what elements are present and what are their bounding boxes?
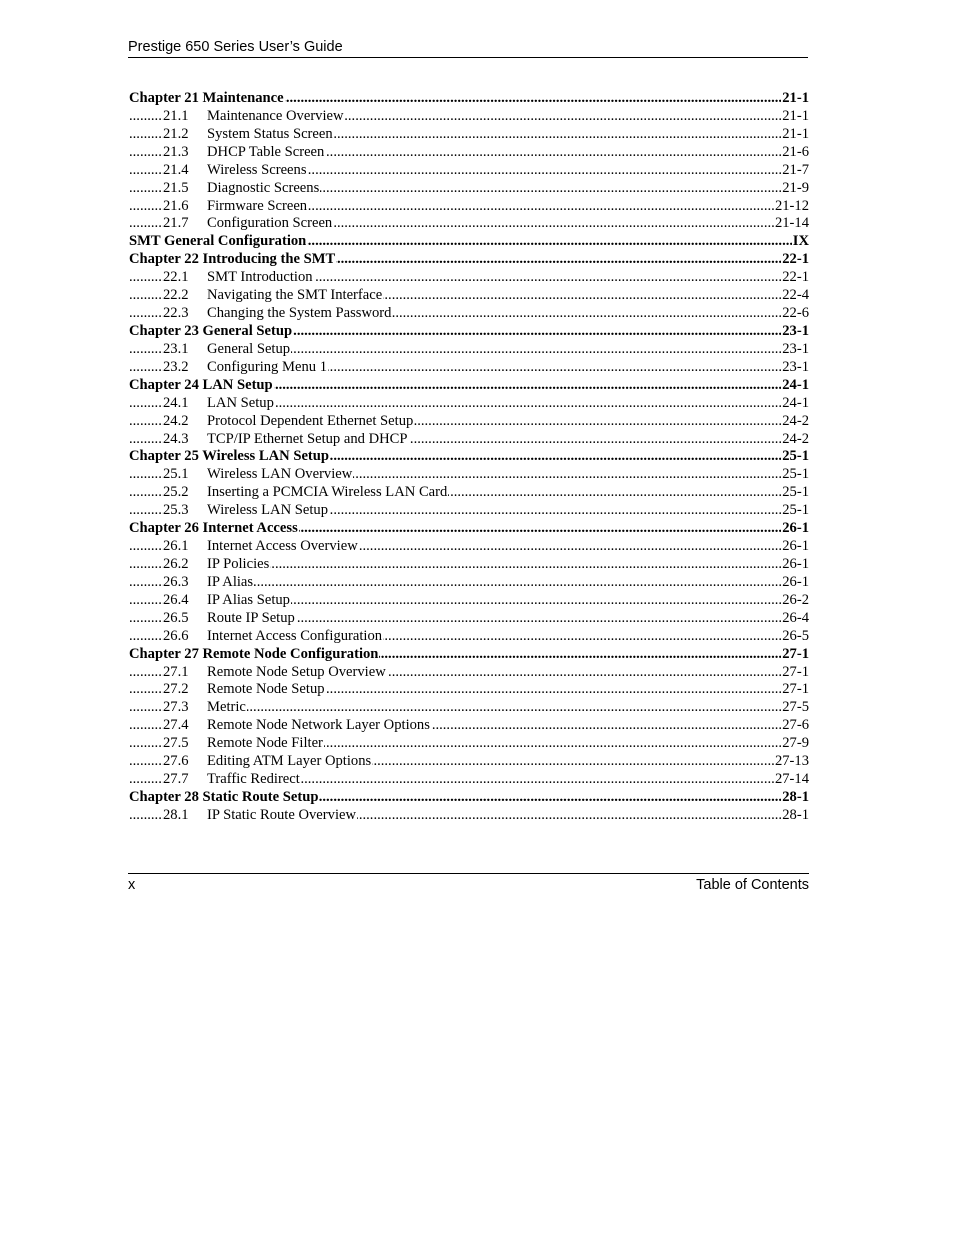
toc-page-number: 26-4 <box>782 609 809 626</box>
toc-entry-text <box>163 431 409 449</box>
toc-entry-title: IP Policies <box>207 555 270 572</box>
toc-entry-text <box>163 305 392 323</box>
toc-section-number: 27.4 <box>163 717 189 734</box>
toc-entry-text <box>163 681 326 699</box>
toc-section-entry[interactable] <box>129 431 809 449</box>
toc-entry-title: Chapter 24 LAN Setup <box>129 376 273 393</box>
toc-page-number: 24-2 <box>782 430 809 447</box>
toc-entry-text <box>129 377 274 395</box>
toc-page-number: 23-1 <box>782 358 809 375</box>
toc-section-number: 21.2 <box>163 125 189 142</box>
toc-entry-title: Chapter 21 Maintenance <box>129 90 284 106</box>
toc-section-entry[interactable] <box>129 341 809 359</box>
toc-page-number: 25-1 <box>782 484 809 501</box>
toc-section-entry[interactable] <box>129 287 809 305</box>
toc-entry-title: Changing the System Password <box>207 305 392 322</box>
toc-section-number: 21.3 <box>163 143 189 160</box>
toc-page-number: 26-5 <box>782 627 809 644</box>
toc-entry-text <box>163 735 324 753</box>
toc-page-number: 27-13 <box>774 753 809 770</box>
toc-chapter-entry[interactable] <box>129 520 809 538</box>
toc-entry-text <box>163 162 308 180</box>
toc-entry-text <box>129 520 299 538</box>
toc-page-number: 25-1 <box>782 502 809 519</box>
toc-page-number: 27-1 <box>782 645 809 662</box>
toc-page-number: 21-7 <box>782 161 809 178</box>
toc-entry-title: Metric <box>207 699 246 716</box>
toc-page-number: 26-1 <box>782 538 809 555</box>
toc-entry-text <box>163 341 291 359</box>
toc-section-number: 22.3 <box>163 305 189 322</box>
toc-section-entry[interactable] <box>129 502 809 520</box>
toc-page-number: 21-6 <box>782 143 809 160</box>
toc-entry-text <box>163 287 383 305</box>
toc-section-entry[interactable] <box>129 144 809 162</box>
toc-entry-title: Navigating the SMT Interface <box>207 287 383 304</box>
toc-section-entry[interactable] <box>129 305 809 323</box>
toc-entry-title: Remote Node Filter <box>207 735 323 752</box>
toc-chapter-entry[interactable] <box>129 448 809 466</box>
toc-chapter-entry[interactable] <box>129 646 809 664</box>
toc-entry-text <box>163 395 275 413</box>
toc-section-number: 24.1 <box>163 394 189 411</box>
toc-entry-text <box>163 538 359 556</box>
toc-entry-title: DHCP Table Screen <box>207 143 325 160</box>
toc-entry-text <box>163 144 325 162</box>
toc-page-number: 27-14 <box>774 771 809 788</box>
toc-page-number: 21-1 <box>782 125 809 142</box>
toc-section-entry[interactable] <box>129 681 809 699</box>
toc-page-number: 27-6 <box>782 717 809 734</box>
toc-entry-text <box>163 717 431 735</box>
toc-section-number: 21.1 <box>163 107 189 124</box>
toc-entry-title: General Setup <box>207 340 291 357</box>
toc-entry-text <box>129 233 307 251</box>
toc-page-number: 23-1 <box>782 322 809 339</box>
toc-entry-title: Chapter 23 General Setup <box>129 322 293 339</box>
toc-entry-title: Configuration Screen <box>207 215 333 232</box>
toc-chapter-entry[interactable] <box>129 90 809 108</box>
toc-section-entry[interactable] <box>129 556 809 574</box>
document-title: Prestige 650 Series User’s Guide <box>128 39 343 55</box>
toc-entry-text <box>163 610 296 628</box>
toc-section-entry[interactable] <box>129 628 809 646</box>
toc-section-entry[interactable] <box>129 198 809 216</box>
toc-entry-text <box>163 269 314 287</box>
toc-section-number: 25.2 <box>163 484 189 501</box>
toc-section-number: 26.2 <box>163 555 189 572</box>
toc-entry-title: Route IP Setup <box>207 609 295 626</box>
toc-entry-text <box>129 90 285 108</box>
toc-entry-text <box>163 574 254 592</box>
toc-section-entry[interactable] <box>129 664 809 682</box>
toc-section-entry[interactable] <box>129 735 809 753</box>
toc-section-number: 26.3 <box>163 573 189 590</box>
toc-entry-title: Remote Node Setup <box>207 681 325 698</box>
toc-section-entry[interactable] <box>129 771 809 789</box>
toc-entry-text <box>163 215 333 233</box>
toc-entry-text <box>163 466 353 484</box>
toc-section-entry[interactable] <box>129 215 809 233</box>
toc-entry-title: Traffic Redirect <box>207 771 300 788</box>
toc-page-number: 28-1 <box>782 788 809 805</box>
toc-entry-text <box>163 198 308 216</box>
toc-page-number: 22-1 <box>782 251 809 268</box>
toc-section-entry[interactable] <box>129 359 809 377</box>
toc-entry-text <box>163 592 291 610</box>
toc-page-number: 27-9 <box>782 735 809 752</box>
toc-entry-title: Internet Access Configuration <box>207 627 383 644</box>
toc-entry-text <box>163 556 270 574</box>
toc-page-number: 26-2 <box>782 591 809 608</box>
toc-page-number: 24-2 <box>782 412 809 429</box>
toc-page-number: 21-12 <box>774 197 809 214</box>
toc-entry-title: Chapter 27 Remote Node Configuration <box>129 645 379 662</box>
footer-section-title: Table of Contents <box>696 877 809 893</box>
toc-section-entry[interactable] <box>129 395 809 413</box>
toc-section-entry[interactable] <box>129 466 809 484</box>
toc-section-number: 27.5 <box>163 735 189 752</box>
toc-entry-title: Protocol Dependent Ethernet Setup <box>207 412 414 429</box>
toc-section-entry[interactable] <box>129 807 809 825</box>
toc-entry-text <box>129 789 319 807</box>
toc-page-number: 21-14 <box>774 215 809 232</box>
toc-section-number: 27.2 <box>163 681 189 698</box>
toc-section-number: 21.6 <box>163 197 189 214</box>
toc-entry-title: Maintenance Overview <box>207 107 344 124</box>
toc-entry-title: Wireless Screens <box>207 161 307 178</box>
toc-page-number: 22-1 <box>782 269 809 286</box>
toc-page-number: 21-1 <box>782 90 809 106</box>
toc-entry-title: LAN Setup <box>207 394 274 411</box>
page-number: x <box>128 877 136 893</box>
toc-section-number: 23.1 <box>163 340 189 357</box>
toc-page-number: 25-1 <box>782 448 809 465</box>
toc-section-entry[interactable] <box>129 538 809 556</box>
toc-section-entry[interactable] <box>129 592 809 610</box>
toc-chapter-entry[interactable] <box>129 323 809 341</box>
toc-section-entry[interactable] <box>129 753 809 771</box>
toc-section-number: 26.4 <box>163 591 189 608</box>
toc-entry-title: Remote Node Network Layer Options <box>207 717 430 734</box>
toc-section-entry[interactable] <box>129 180 809 198</box>
toc-entry-title: IP Alias <box>207 573 254 590</box>
toc-entry-title: Chapter 26 Internet Access <box>129 520 298 537</box>
toc-section-number: 22.1 <box>163 269 189 286</box>
toc-entry-title: Diagnostic Screens <box>207 179 320 196</box>
toc-page-number: 27-1 <box>782 663 809 680</box>
toc-page-number: 21-9 <box>782 179 809 196</box>
toc-section-number: 24.3 <box>163 430 189 447</box>
toc-section-number: 25.1 <box>163 466 189 483</box>
toc-page-number: 24-1 <box>782 394 809 411</box>
toc-section-number: 21.7 <box>163 215 189 232</box>
toc-entry-title: Chapter 25 Wireless LAN Setup <box>129 448 330 465</box>
toc-section-number: 26.1 <box>163 538 189 555</box>
toc-entry-text <box>163 502 329 520</box>
toc-section-entry[interactable] <box>129 126 809 144</box>
toc-section-entry[interactable] <box>129 699 809 717</box>
toc-chapter-entry[interactable] <box>129 789 809 807</box>
toc-page-number: 24-1 <box>782 376 809 393</box>
toc-section-entry[interactable] <box>129 484 809 502</box>
toc-page-number: 26-1 <box>782 520 809 537</box>
toc-section-number: 24.2 <box>163 412 189 429</box>
toc-chapter-entry[interactable] <box>129 233 809 251</box>
toc-entry-text <box>163 771 301 789</box>
toc-entry-text <box>163 108 345 126</box>
page-header <box>128 37 808 58</box>
toc-entry-title: Configuring Menu 1 <box>207 358 327 375</box>
toc-entry-title: Chapter 22 Introducing the SMT <box>129 251 336 268</box>
toc-entry-title: SMT General Configuration <box>129 233 307 250</box>
toc-entry-title: IP Alias Setup <box>207 591 290 608</box>
toc-entry-title: Internet Access Overview <box>207 538 358 555</box>
toc-entry-title: Chapter 28 Static Route Setup <box>129 788 319 805</box>
toc-page-number: 28-1 <box>782 806 809 823</box>
toc-page-number: 26-1 <box>782 555 809 572</box>
toc-section-number: 25.3 <box>163 502 189 519</box>
toc-section-entry[interactable] <box>129 717 809 735</box>
toc-entry-text <box>163 807 357 825</box>
toc-entry-text <box>163 180 320 198</box>
toc-section-entry[interactable] <box>129 108 809 126</box>
toc-page-number: 21-1 <box>782 107 809 124</box>
toc-section-entry[interactable] <box>129 610 809 628</box>
page-footer <box>128 873 809 894</box>
toc-entry-text <box>163 484 448 502</box>
toc-chapter-entry[interactable] <box>129 377 809 395</box>
toc-entry-text <box>163 753 372 771</box>
toc-section-entry[interactable] <box>129 413 809 431</box>
toc-chapter-entry[interactable] <box>129 251 809 269</box>
toc-entry-title: SMT Introduction <box>207 269 313 286</box>
toc-page-number: IX <box>792 233 809 250</box>
toc-page-number: 27-1 <box>782 681 809 698</box>
toc-entry-title: Firmware Screen <box>207 197 308 214</box>
toc-entry-title: TCP/IP Ethernet Setup and DHCP <box>207 430 408 447</box>
toc-entry-title: IP Static Route Overview <box>207 806 357 823</box>
toc-section-number: 21.5 <box>163 179 189 196</box>
toc-section-number: 26.5 <box>163 609 189 626</box>
toc-entry-text <box>163 359 328 377</box>
toc-entry-title: Inserting a PCMCIA Wireless LAN Card <box>207 484 448 501</box>
toc-section-number: 27.7 <box>163 771 189 788</box>
toc-page-number: 25-1 <box>782 466 809 483</box>
toc-section-number: 27.6 <box>163 753 189 770</box>
toc-entry-text <box>129 323 293 341</box>
toc-section-number: 22.2 <box>163 287 189 304</box>
toc-entry-text <box>163 699 247 717</box>
toc-section-entry[interactable] <box>129 269 809 287</box>
toc-entry-title: Wireless LAN Overview <box>207 466 353 483</box>
toc-entry-text <box>163 413 414 431</box>
toc-entry-title: Wireless LAN Setup <box>207 502 329 519</box>
toc-entry-text <box>129 646 379 664</box>
toc-section-number: 27.1 <box>163 663 189 680</box>
toc-page-number: 23-1 <box>782 340 809 357</box>
table-of-contents <box>129 90 809 825</box>
toc-entry-text <box>163 126 334 144</box>
toc-page-number: 27-5 <box>782 699 809 716</box>
toc-entry-title: System Status Screen <box>207 125 333 142</box>
toc-entry-text <box>163 628 383 646</box>
toc-entry-title: Editing ATM Layer Options <box>207 753 372 770</box>
toc-page-number: 22-4 <box>782 287 809 304</box>
toc-section-number: 28.1 <box>163 806 189 823</box>
toc-entry-text <box>129 448 330 466</box>
toc-entry-text <box>129 251 336 269</box>
toc-section-number: 21.4 <box>163 161 189 178</box>
toc-entry-title: Remote Node Setup Overview <box>207 663 386 680</box>
toc-section-entry[interactable] <box>129 574 809 592</box>
toc-section-number: 23.2 <box>163 358 189 375</box>
toc-section-number: 27.3 <box>163 699 189 716</box>
toc-page-number: 26-1 <box>782 573 809 590</box>
toc-page-number: 22-6 <box>782 305 809 322</box>
toc-entry-text <box>163 664 387 682</box>
toc-section-entry[interactable] <box>129 162 809 180</box>
toc-section-number: 26.6 <box>163 627 189 644</box>
